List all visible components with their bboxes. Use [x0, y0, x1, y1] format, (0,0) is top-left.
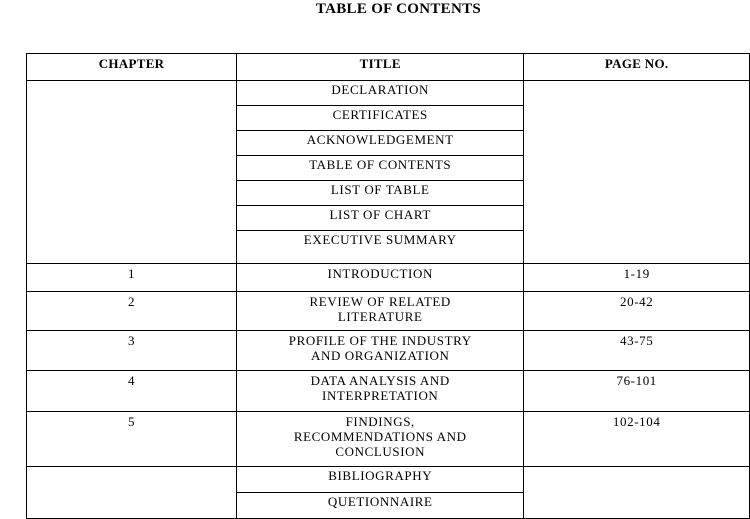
back-matter-title: QUETIONNAIRE [237, 493, 524, 519]
chapter-pages: 43-75 [524, 331, 750, 371]
header-chapter: CHAPTER [27, 54, 237, 81]
front-matter-page-cell [524, 81, 750, 264]
front-matter-title: TABLE OF CONTENTS [237, 156, 524, 181]
chapter-row [27, 331, 750, 371]
front-matter-row [27, 81, 750, 106]
chapter-row [27, 371, 750, 412]
chapter-row [27, 292, 750, 331]
header-title: TITLE [237, 54, 524, 81]
header-row [27, 54, 750, 81]
header-page-no: PAGE NO. [524, 54, 750, 81]
chapter-title-line: LITERATURE [337, 309, 423, 324]
chapter-title-line: INTERPRETATION [322, 388, 439, 403]
chapter-title [237, 264, 524, 292]
document-title: TABLE OF CONTENTS [315, 1, 482, 17]
chapter-number: 1 [27, 264, 237, 292]
chapter-title [237, 371, 524, 412]
chapter-title-line: CONCLUSION [335, 444, 426, 459]
front-matter-title: CERTIFICATES [237, 106, 524, 131]
chapter-row [27, 264, 750, 292]
back-matter-chapter-cell [27, 467, 237, 519]
chapter-pages: 102-104 [524, 412, 750, 467]
table-of-contents [26, 53, 750, 519]
chapter-title-line: REVIEW OF RELATED [309, 294, 451, 309]
front-matter-title: DECLARATION [237, 81, 524, 106]
back-matter-page-cell [524, 467, 750, 519]
front-matter-title: LIST OF CHART [237, 206, 524, 231]
chapter-title-line: FINDINGS, [345, 414, 415, 429]
chapter-title-line: PROFILE OF THE INDUSTRY [288, 333, 472, 348]
back-matter-title: BIBLIOGRAPHY [237, 467, 524, 493]
chapter-pages: 76-101 [524, 371, 750, 412]
chapter-number: 3 [27, 331, 237, 371]
back-matter-row [27, 467, 750, 493]
front-matter-title: ACKNOWLEDGEMENT [237, 131, 524, 156]
chapter-title [237, 331, 524, 371]
chapter-number: 5 [27, 412, 237, 467]
chapter-title [237, 412, 524, 467]
chapter-row [27, 412, 750, 467]
chapter-title-line: INTRODUCTION [327, 266, 433, 281]
chapter-title [237, 292, 524, 331]
chapter-title-line: RECOMMENDATIONS AND [293, 429, 467, 444]
chapter-title-line: AND ORGANIZATION [310, 348, 450, 363]
front-matter-title: EXECUTIVE SUMMARY [237, 231, 524, 264]
chapter-pages: 1-19 [524, 264, 750, 292]
chapter-number: 2 [27, 292, 237, 331]
front-matter-title: LIST OF TABLE [237, 181, 524, 206]
chapter-number: 4 [27, 371, 237, 412]
front-matter-chapter-cell [27, 81, 237, 264]
chapter-title-line: DATA ANALYSIS AND [310, 373, 450, 388]
chapter-pages: 20-42 [524, 292, 750, 331]
